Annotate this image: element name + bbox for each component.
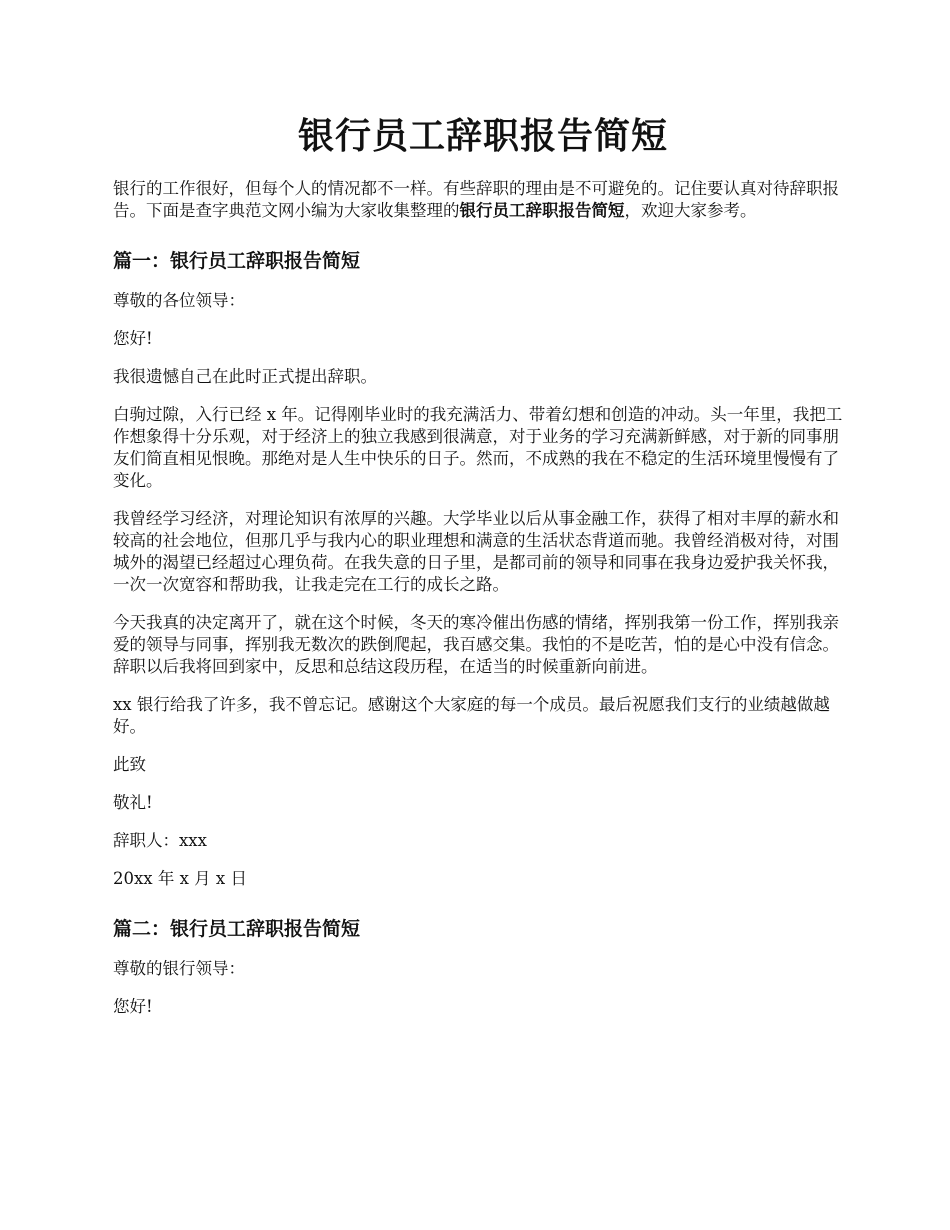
section-2-greeting: 您好! [113,997,153,1016]
section-1-salutation: 尊敬的各位领导： [113,291,245,310]
intro-text-after: ，欢迎大家参考。 [624,201,757,220]
body-paragraph: 白驹过隙，入行已经 x 年。记得刚毕业时的我充满活力、带着幻想和创造的冲动。头一年里，我把工作想象得十分乐观，对于经济上的独立我感到很满意，对于业务的学习充满新鲜感，对于新的同事朋友们简直相见恨晚。那绝对是人生中快乐的日子。然而，不成熟的我在不稳定的生活环境里慢慢有了变化。 [113,405,843,490]
body-paragraph: 今天我真的决定离开了，就在这个时候，冬天的寒冷催出伤感的情绪，挥别我第一份工作，挥别我亲爱的领导与同事，挥别我无数次的跌倒爬起，我百感交集。我怕的不是吃苦，怕的是心中没有信念。辞职以后我将回到家中，反思和总结这段历程，在适当的时候重新向前进。 [113,613,839,676]
section-2-salutation: 尊敬的银行领导： [113,959,245,978]
intro-bold-title: 银行员工辞职报告简短 [459,201,625,220]
closing-salute: 敬礼! [113,793,153,812]
body-paragraph: 我很遗憾自己在此时正式提出辞职。 [113,367,377,386]
body-paragraph: xx 银行给我了许多，我不曾忘记。感谢这个大家庭的每一个成员。最后祝愿我们支行的业绩越做越好。 [113,695,830,736]
document-title: 银行员工辞职报告简短 [297,115,668,157]
section-2-heading: 篇二：银行员工辞职报告简短 [113,918,361,940]
intro-text-before: 银行的工作很好，但每个人的情况都不一样。有些辞职的理由是不可避免的。记住要认真对待辞职报告。下面是查字典范文网小编为大家收集整理的 [113,179,839,220]
closing-line: 此致 [113,755,146,774]
section-1-heading: 篇一：银行员工辞职报告简短 [113,250,361,272]
date-line: 20xx 年 x 月 x 日 [113,869,247,888]
document-page [113,108,853,1034]
signature-line: 辞职人：xxx [113,831,207,850]
section-1-greeting: 您好! [113,329,153,348]
intro-paragraph [113,178,853,222]
body-paragraph: 我曾经学习经济，对理论知识有浓厚的兴趣。大学毕业以后从事金融工作，获得了相对丰厚的薪水和较高的社会地位，但那几乎与我内心的职业理想和满意的生活状态背道而驰。我曾经消极对待，对围城外的渴望已经超过心理负荷。在我失意的日子里，是都司前的领导和同事在我身边爱护我关怀我，一次一次宽容和帮助我，让我走完在工行的成长之路。 [113,509,839,594]
